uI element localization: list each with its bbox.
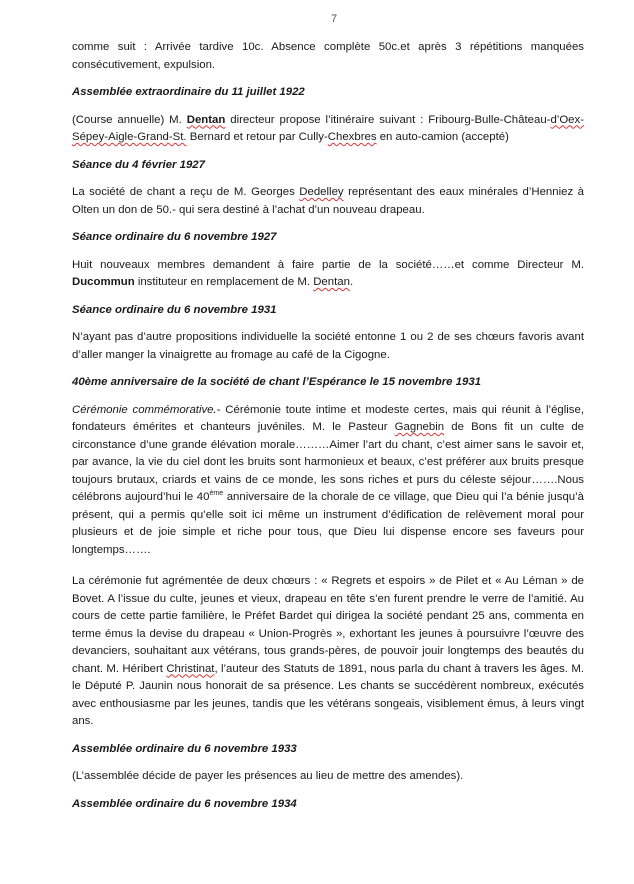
name-dedelley: Dedelley xyxy=(299,186,344,198)
paragraph-flag-donation: La société de chant a reçu de M. Georges Dedelley représentant des eaux minérales d’Henniez à Olten un don de 50.- qui sera destiné à l’achat d’un nouveau drapeau. xyxy=(72,186,584,216)
heading-assembly-1922: Assemblée extraordinaire du 11 juillet 1922 xyxy=(72,86,305,98)
paragraph-ceremony-details: La cérémonie fut agrémentée de deux chœurs : « Regrets et espoirs » de Pilet et « Au Léman » de Bovet. A l’issue du culte, jeunes et vieux, drapeau en tête s’en furent prendre le verre de l’amitié. Au cours de cette partie familière, le Préfet Bardet qui dirigea la société pendant 25 ans, commenta en terme émus la devise du drapeau « Union-Progrès », exhortant les jeunes à poursuivre l’œuvre des devanciers, souhaitant aux vétérans, tous grands-pères, de pouvoir jouir longtemps des beautés du chant. M. Héribert Christinat, l’auteur des Statuts de 1891, nous parla du chant à travers les âges. M. le Député P. Jaunin nous honorait de sa présence. Les chants se succédèrent nombreux, exécutés avec enthousiasme par les jeunes, tandis que les vétérans songeais, visiblement émus, à leurs vingt ans. xyxy=(72,575,584,727)
ceremony-label: Cérémonie commémorative. xyxy=(72,403,217,416)
heading-seance-1927-february: Séance du 4 février 1927 xyxy=(72,158,205,171)
heading-assembly-1934: Assemblée ordinaire du 6 novembre 1934 xyxy=(72,797,297,810)
name-christinat: Christinat xyxy=(166,662,215,675)
place-oex-sepey: d’Oex-Sépey-Aigle-Grand-St. xyxy=(72,113,585,143)
page-number: 7 xyxy=(330,13,338,25)
paragraph-membership-fines: comme suit : Arrivée tardive 10c. Absence complète 50c.et après 3 répétitions manquées consécutivement, expulsion. xyxy=(72,41,584,71)
name-ducommun: Ducommun xyxy=(72,276,135,288)
paragraph-new-members: Huit nouveaux membres demandent à faire partie de la société……et comme Directeur M. Ducommun instituteur en remplacement de M. Dentan. xyxy=(72,258,584,288)
heading-assembly-1933: Assemblée ordinaire du 6 novembre 1933 xyxy=(72,742,297,755)
name-dentan-2: Dentan xyxy=(313,276,350,288)
paragraph-ceremony: Cérémonie commémorative.- Cérémonie toute intime et modeste certes, mais qui réunit à l’église, fondateurs émérites et chanteurs juvéniles. M. le Pasteur Gagnebin de Bons fit un culte de circonstance d’une grande élévation morale………Aimer l’art du chant, c’est aimer sans le savoir et, par avance, la vie du ciel dont les bruits sont harmonieux et beaux, c’est préférer aux bruits presque toujours brutaux, criards et vains de ce monde, les sons riches et purs du céleste séjour…….Nous célébrons aujourd’hui le 40ème anniversaire de la chorale de ce village, que Dieu qui l’a bénie jusqu’à présent, qui a permis qu’elle soit ici même un instrument d’édification de relèvement moral pour plusieurs et de joie simple et riche pour tous, que Dieu lui dispense encore ses faveurs pour longtemps……. xyxy=(72,403,584,556)
place-chexbres: Chexbres xyxy=(327,131,377,143)
heading-40th-anniversary: 40ème anniversaire de la société de chant l’Espérance le 15 novembre 1931 xyxy=(72,376,482,388)
heading-seance-1927-november: Séance ordinaire du 6 novembre 1927 xyxy=(72,231,277,243)
paragraph-annual-trip: (Course annuelle) M. Dentan directeur propose l’itinéraire suivant : Fribourg-Bulle-Château-d’Oex-Sépey-Aigle-Grand-St. Bernard et retour par Cully-Chexbres en auto-camion (accepté) xyxy=(72,113,585,143)
name-dentan: Dentan xyxy=(186,113,226,126)
paragraph-presences: (L’assemblée décide de payer les présences au lieu de mettre des amendes). xyxy=(72,770,464,782)
name-gagnebin: Gagnebin xyxy=(394,421,445,433)
paragraph-vinaigrette: N’ayant pas d’autre propositions individuelle la société entonne 1 ou 2 de ses chœurs favoris avant d’aller manger la vinaigrette au fromage au café de la Cigogne. xyxy=(72,331,584,361)
heading-seance-1931: Séance ordinaire du 6 novembre 1931 xyxy=(72,303,277,316)
